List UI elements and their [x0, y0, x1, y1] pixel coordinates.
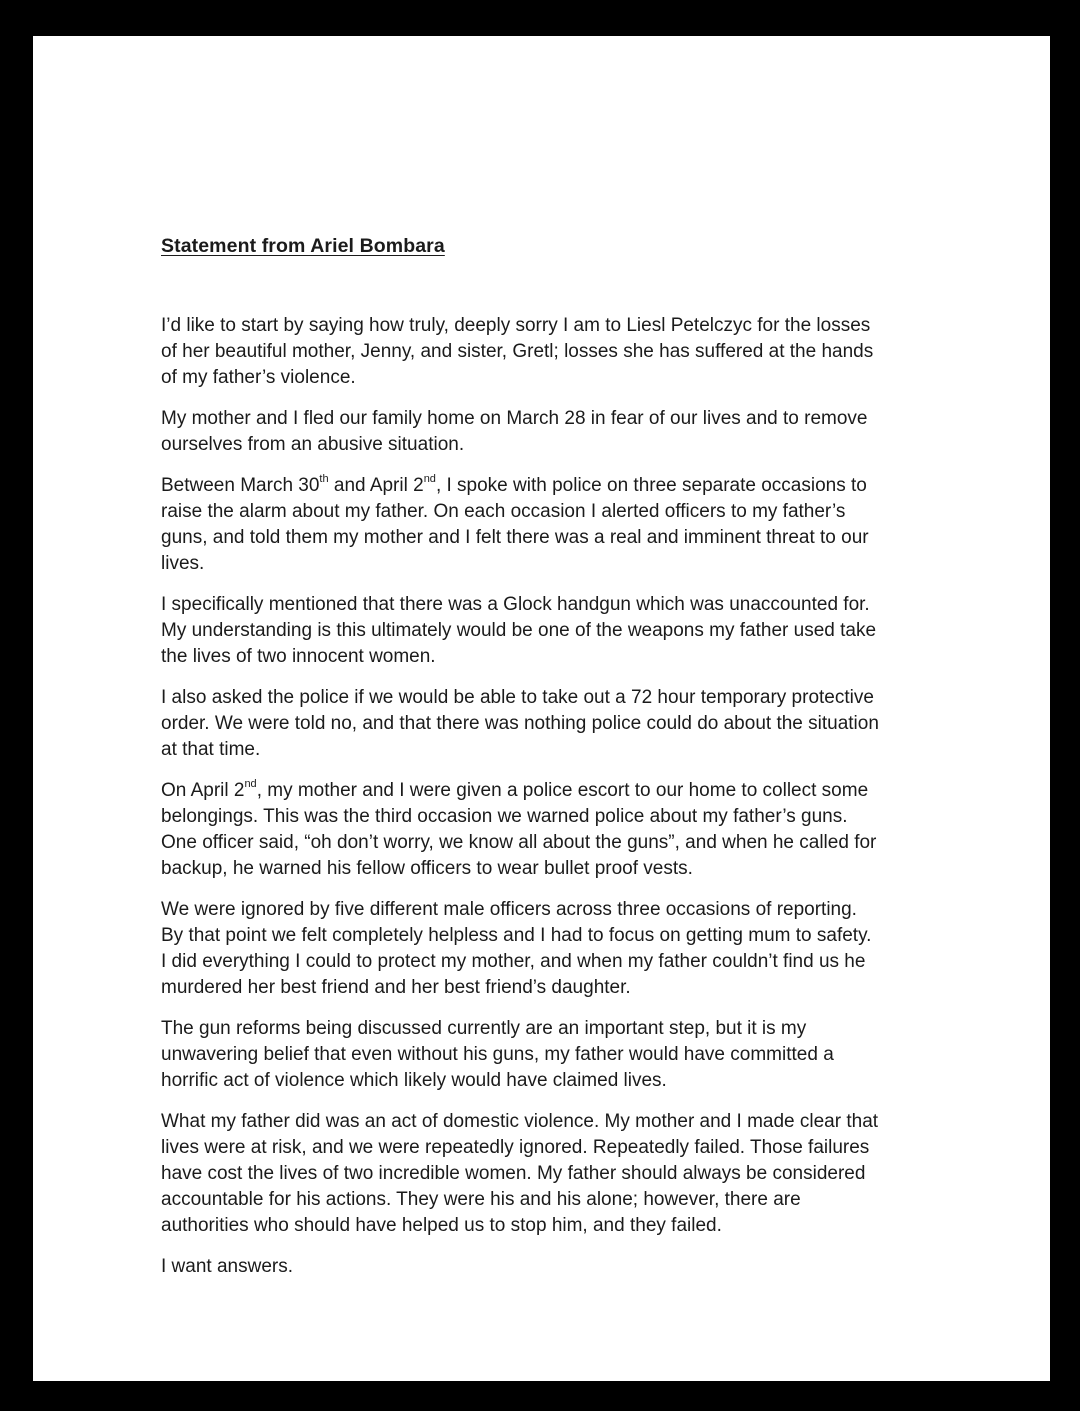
paragraph-glock — [161, 592, 961, 670]
text-line: By that point we felt completely helpless and I had to focus on getting mum to safety. — [161, 925, 872, 946]
paragraph-police-escort — [161, 778, 961, 882]
text-line: My understanding is this ultimately would be one of the weapons my father used take — [161, 620, 877, 641]
document-page — [33, 36, 1050, 1381]
text-line: One officer said, “oh don’t worry, we know all about the guns”, and when he called for — [161, 832, 877, 853]
text-line: What my father did was an act of domestic violence. My mother and I made clear that — [161, 1111, 879, 1132]
text-line: I did everything I could to protect my mother, and when my father couldn’t find us he — [161, 951, 866, 972]
text-fragment: On April 2 — [161, 780, 245, 801]
text-fragment: and April 2 — [328, 475, 424, 496]
text-fragment: Between March 30 — [161, 475, 320, 496]
text-line: of my father’s violence. — [161, 367, 356, 388]
text-line: have cost the lives of two incredible women. My father should always be considered — [161, 1163, 866, 1184]
text-line — [161, 473, 961, 499]
text-line: murdered her best friend and her best friend’s daughter. — [161, 977, 631, 998]
ordinal-suffix: nd — [244, 777, 257, 790]
document-title: Statement from Ariel Bombara — [161, 235, 445, 257]
text-line: guns, and told them my mother and I felt there was a real and imminent threat to our — [161, 527, 869, 548]
text-line: ourselves from an abusive situation. — [161, 434, 465, 455]
text-line: I specifically mentioned that there was a Glock handgun which was unaccounted for. — [161, 594, 870, 615]
paragraph-police-contact — [161, 473, 961, 577]
text-line: accountable for his actions. They were his and his alone; however, there are — [161, 1189, 801, 1210]
text-line: backup, he warned his fellow officers to wear bullet proof vests. — [161, 858, 693, 879]
ordinal-suffix: nd — [423, 472, 436, 485]
text-line: horrific act of violence which likely would have claimed lives. — [161, 1070, 667, 1091]
text-line: raise the alarm about my father. On each occasion I alerted officers to my father’s — [161, 501, 846, 522]
text-line: at that time. — [161, 739, 261, 760]
text-line: unwavering belief that even without his guns, my father would have committed a — [161, 1044, 834, 1065]
text-line: authorities who should have helped us to stop him, and they failed. — [161, 1215, 722, 1236]
paragraph-want-answers — [161, 1254, 961, 1280]
text-line — [161, 778, 961, 804]
paragraph-protective-order — [161, 685, 961, 763]
paragraph-domestic-violence — [161, 1109, 961, 1239]
text-fragment: , my mother and I were given a police escort to our home to collect some — [256, 780, 869, 801]
paragraph-gun-reforms — [161, 1016, 961, 1094]
text-line: We were ignored by five different male officers across three occasions of reporting. — [161, 899, 857, 920]
text-line: belongings. This was the third occasion we warned police about my father’s guns. — [161, 806, 848, 827]
text-fragment: , I spoke with police on three separate occasions to — [435, 475, 867, 496]
text-line: the lives of two innocent women. — [161, 646, 436, 667]
ordinal-suffix: th — [319, 472, 329, 485]
paragraph-fled-home — [161, 406, 961, 458]
text-line: I also asked the police if we would be able to take out a 72 hour temporary protective — [161, 687, 874, 708]
paragraph-ignored — [161, 897, 961, 1001]
text-line: order. We were told no, and that there was nothing police could do about the situation — [161, 713, 879, 734]
text-line: of her beautiful mother, Jenny, and sister, Gretl; losses she has suffered at the hands — [161, 341, 874, 362]
paragraph-apology — [161, 313, 961, 391]
text-line: lives were at risk, and we were repeatedly ignored. Repeatedly failed. Those failures — [161, 1137, 870, 1158]
text-line: I’d like to start by saying how truly, deeply sorry I am to Liesl Petelczyc for the losses — [161, 315, 871, 336]
text-line: The gun reforms being discussed currently are an important step, but it is my — [161, 1018, 807, 1039]
text-line: I want answers. — [161, 1256, 293, 1277]
document-body — [161, 232, 961, 1295]
text-line: My mother and I fled our family home on March 28 in fear of our lives and to remove — [161, 408, 868, 429]
text-line: lives. — [161, 553, 205, 574]
